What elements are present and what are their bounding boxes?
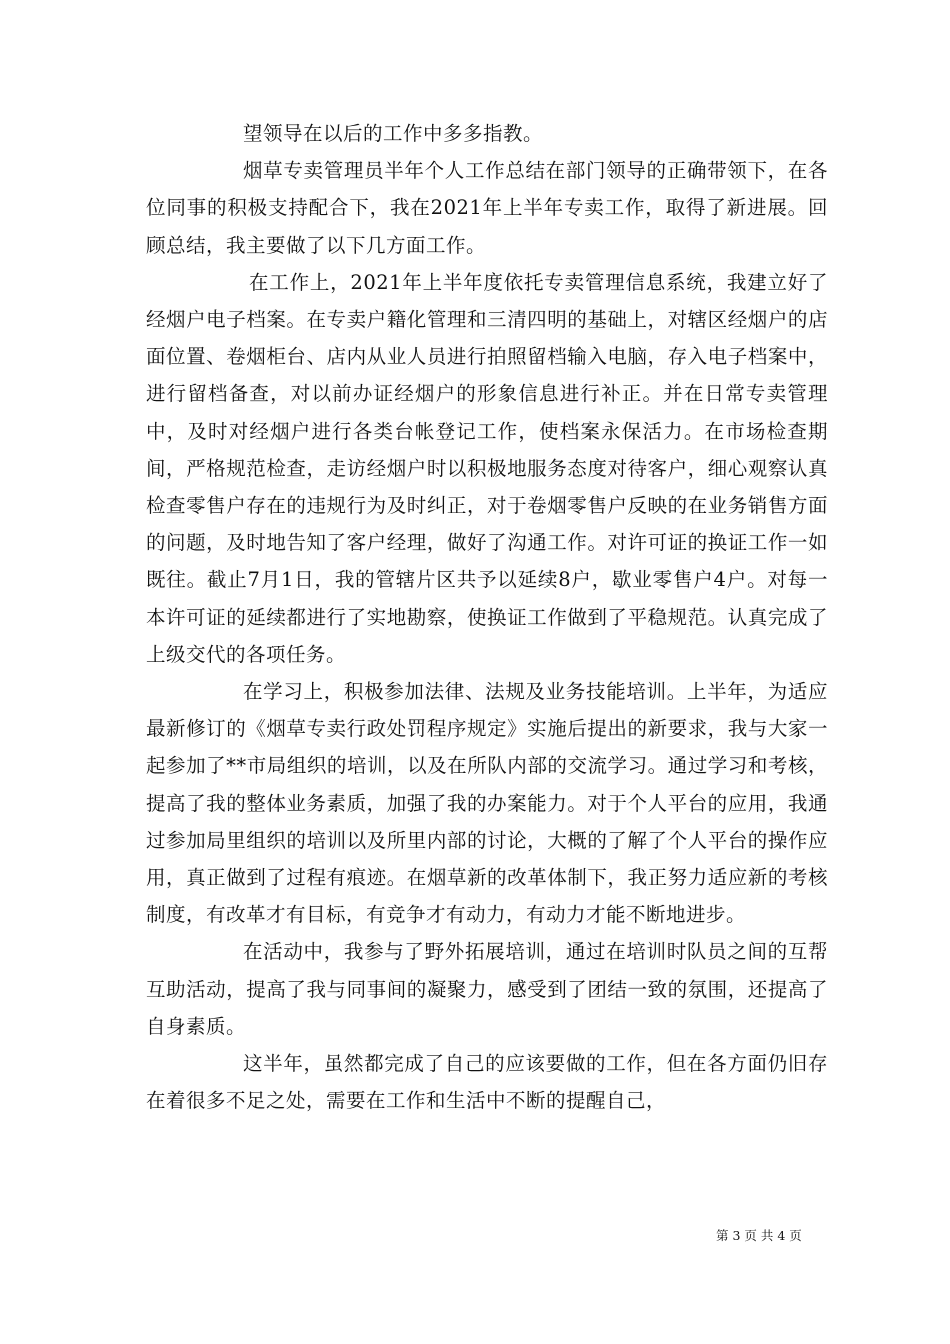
paragraph-shortcomings: 这半年，虽然都完成了自己的应该要做的工作，但在各方面仍旧存在着很多不足之处，需要在工作和生活中不断的提醒自己，	[146, 1052, 828, 1113]
document-body	[146, 115, 828, 1119]
paragraph-work: 在工作上，2021年上半年度依托专卖管理信息系统，我建立好了经烟户电子档案。在专卖户籍化管理和三清四明的基础上，对辖区经烟户的店面位置、卷烟柜台、店内从业人员进行拍照留档输入电脑，存入电子档案中，进行留档备查，对以前办证经烟户的形象信息进行补正。并在日常专卖管理中，及时对经烟户进行各类台帐登记工作，使档案永保活力。在市场检查期间，严格规范检查，走访经烟户时以积极地服务态度对待客户，细心观察认真检查零售户存在的违规行为及时纠正，对于卷烟零售户反映的在业务销售方面的问题，及时地告知了客户经理，做好了沟通工作。对许可证的换证工作一如既往。截止7月1日，我的管辖片区共予以延续8户，歇业零售户4户。对每一本许可证的延续都进行了实地勘察，使换证工作做到了平稳规范。认真完成了上级交代的各项任务。	[146, 270, 828, 666]
paragraph-closing-remark: 望领导在以后的工作中多多指教。	[243, 122, 544, 145]
page-number-footer: 第 3 页 共 4 页	[716, 1228, 802, 1243]
paragraph-study: 在学习上，积极参加法律、法规及业务技能培训。上半年，为适应最新修订的《烟草专卖行政处罚程序规定》实施后提出的新要求，我与大家一起参加了**市局组织的培训，以及在所队内部的交流学习。通过学习和考核，提高了我的整体业务素质，加强了我的办案能力。对于个人平台的应用，我通过参加局里组织的培训以及所里内部的讨论，大概的了解了个人平台的操作应用，真正做到了过程有痕迹。在烟草新的改革体制下，我正努力适应新的考核制度，有改革才有目标，有竞争才有动力，有动力才能不断地进步。	[146, 680, 828, 927]
paragraph-introduction: 烟草专卖管理员半年个人工作总结在部门领导的正确带领下，在各位同事的积极支持配合下，我在2021年上半年专卖工作，取得了新进展。回顾总结，我主要做了以下几方面工作。	[146, 159, 828, 257]
paragraph-activities: 在活动中，我参与了野外拓展培训，通过在培训时队员之间的互帮互助活动，提高了我与同事间的凝聚力，感受到了团结一致的氛围，还提高了自身素质。	[146, 940, 828, 1038]
